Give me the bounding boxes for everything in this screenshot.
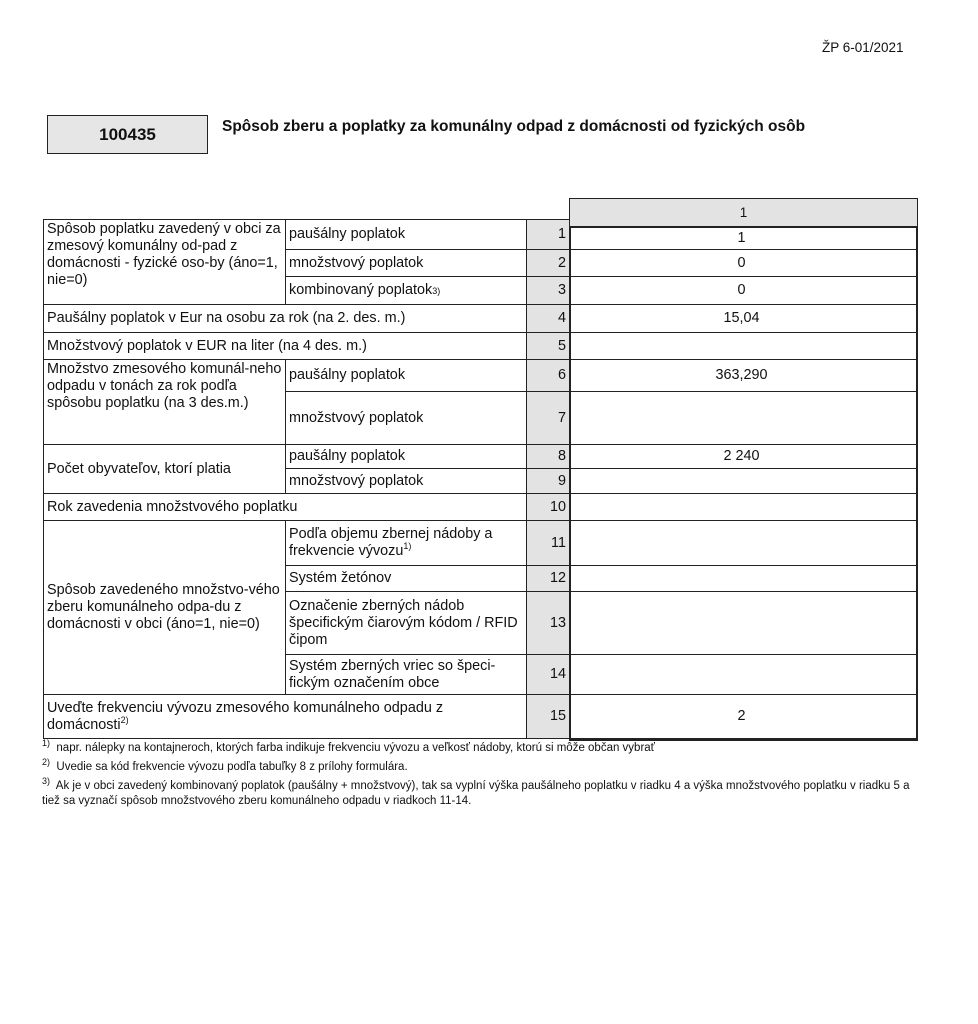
row-11-number: 11 <box>526 520 570 566</box>
footnote-3-mark: 3) <box>42 776 51 787</box>
row-14-number: 14 <box>526 654 570 695</box>
row-15-label: Uveďte frekvenciu vývozu zmesového komunálneho odpadu z domácnosti$^{2)}$ <box>43 694 527 739</box>
row-10-label: Rok zavedenia množstvového poplatku <box>43 493 527 521</box>
footnote-2-mark: 2) <box>42 757 51 768</box>
row-6-value[interactable]: 363,290 <box>569 359 918 392</box>
row-6-label: paušálny poplatok <box>285 359 527 392</box>
footnote-1: $^{1)}$ napr. nálepky na kontajneroch, ktorých farba indikuje frekvenciu vývozu a veľkosť nádoby, ktorú si môže občan vybrať <box>42 738 655 754</box>
row-14-label: Systém zberných vriec so špeci-fickým označením obce <box>285 654 527 695</box>
row-2-label: množstvový poplatok <box>285 249 527 277</box>
row-7-number: 7 <box>526 391 570 445</box>
row-2-value[interactable]: 0 <box>569 249 918 277</box>
row-9-value[interactable] <box>569 468 918 494</box>
row-13-value[interactable] <box>569 591 918 655</box>
row-11-label: Podľa objemu zbernej nádoby a frekvencie vývozu$^{1)}$ <box>285 520 527 566</box>
row-1-number: 1 <box>526 219 570 250</box>
row-15-number: 15 <box>526 694 570 739</box>
section-collection-method-label: Spôsob zavedeného množstvo-vého zberu komunálneho odpa-du z domácnosti v obci (áno=1, nie=0) <box>43 520 286 695</box>
row-5-value[interactable] <box>569 332 918 360</box>
row-10-number: 10 <box>526 493 570 521</box>
statistic-code: 100435 <box>47 115 208 154</box>
row-14-value[interactable] <box>569 654 918 695</box>
row-5-label: Množstvový poplatok v EUR na liter (na 4 des. m.) <box>43 332 527 360</box>
row-2-number: 2 <box>526 249 570 277</box>
row-10-value[interactable] <box>569 493 918 521</box>
footnote-3: $^{3)}$ Ak je v obci zavedený kombinovaný poplatok (paušálny + množstvový), tak sa vyplní výška paušálneho poplatku v riadku 4 a výška množstvového poplatku v riadku 5 a tiež sa vyznačí spôsob množstvového zberu komunálneho odpadu v riadkoch 11-14. <box>42 776 910 807</box>
row-4-label: Paušálny poplatok v Eur na osobu za rok (na 2. des. m.) <box>43 304 527 333</box>
row-1-label: paušálny poplatok <box>285 219 527 250</box>
row-9-label: množstvový poplatok <box>285 468 527 494</box>
row-8-value[interactable]: 2 240 <box>569 444 918 469</box>
column-header: 1 <box>569 198 918 227</box>
row-9-number: 9 <box>526 468 570 494</box>
section-fee-method-label: Spôsob poplatku zavedený v obci za zmesový komunálny od-pad z domácnosti - fyzické oso-by (áno=1, nie=0) <box>43 219 286 305</box>
row-3-label: kombinovaný poplatok 3) <box>285 276 527 305</box>
row-12-label: Systém žetónov <box>285 565 527 592</box>
row-8-number: 8 <box>526 444 570 469</box>
footnote-ref-2: 2) <box>120 714 129 725</box>
row-7-value[interactable] <box>569 391 918 445</box>
section-residents-label: Počet obyvateľov, ktorí platia <box>43 444 286 494</box>
row-3-number: 3 <box>526 276 570 305</box>
row-12-value[interactable] <box>569 565 918 592</box>
row-7-label: množstvový poplatok <box>285 391 527 445</box>
row-13-label: Označenie zberných nádob špecifickým čiarovým kódom / RFID čipom <box>285 591 527 655</box>
row-1-value[interactable]: 1 <box>569 226 918 250</box>
row-12-number: 12 <box>526 565 570 592</box>
row-15-value[interactable]: 2 <box>569 694 918 739</box>
row-13-number: 13 <box>526 591 570 655</box>
row-5-number: 5 <box>526 332 570 360</box>
row-6-number: 6 <box>526 359 570 392</box>
row-11-value[interactable] <box>569 520 918 566</box>
row-4-number: 4 <box>526 304 570 333</box>
form-id: ŽP 6-01/2021 <box>822 40 904 55</box>
page-title: Spôsob zberu a poplatky za komunálny odpad z domácnosti od fyzických osôb <box>222 118 806 135</box>
footnote-ref-1: 1) <box>403 541 412 552</box>
footnote-2: $^{2)}$ Uvedie sa kód frekvencie vývozu podľa tabuľky 8 z prílohy formulára. <box>42 757 408 773</box>
section-waste-amount-label: Množstvo zmesového komunál-neho odpadu v tonách za rok podľa spôsobu poplatku (na 3 des.m.) <box>43 359 286 445</box>
row-8-label: paušálny poplatok <box>285 444 527 469</box>
row-4-value[interactable]: 15,04 <box>569 304 918 333</box>
footnote-1-mark: 1) <box>42 738 51 749</box>
row-3-value[interactable]: 0 <box>569 276 918 305</box>
